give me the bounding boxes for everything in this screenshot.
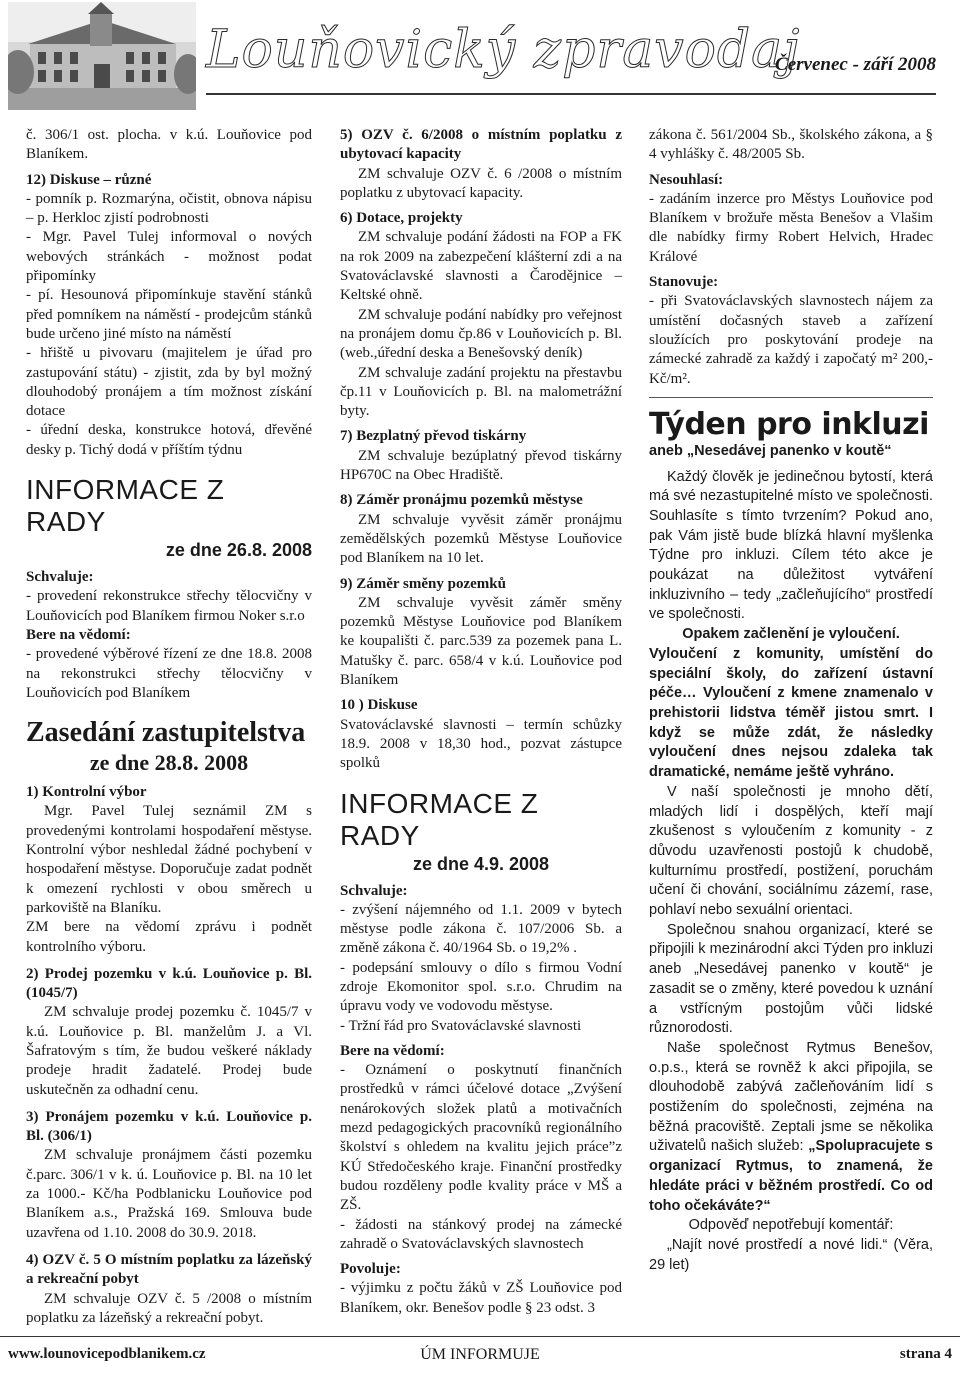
paragraph: Mgr. Pavel Tulej seznámil ZM s provedenými kontrolami hospodaření městyse. Kontrolní výbor neshledal žádné pochybení v hospodaření městyse. Doporučuje zadat podnět k omezení rychlosti v obou směrech u parkoviště na Blaníku. (26, 803, 312, 916)
paragraph: ZM schvaluje podání žádosti na FOP a FK na rok 2009 na zabezpečení klášterní zdi a na Svatováclavské slavnosti a Čarodějnice – Keltské ohně. (340, 229, 622, 304)
footer-divider (0, 1336, 960, 1337)
section-heading: 6) Dotace, projekty (340, 210, 463, 227)
section-heading: 3) Pronájem pozemku v k.ú. Louňovice p. Bl. (306/1) (26, 1108, 312, 1145)
label-schvaluje: Schvaluje: (26, 569, 94, 586)
paragraph-bold: Vyloučení z komunity, umístění do speciální školy, do zařízení ústavní péče… Vyloučení z kmene znamenalo v prehistorii lidstva téměř jistou smrt. I když se může zdát, že následky vyloučení dnes nejsou zdaleka tak dramatické, nemáme ještě vyhráno. (649, 645, 933, 781)
zasedani-title: Zasedání zastupitelstva (26, 717, 306, 749)
masthead-title: Louňovický zpravodaj (206, 20, 801, 80)
paragraph: č. 306/1 ost. plocha. v k.ú. Louňovice pod Blaníkem. (26, 127, 312, 163)
paragraph: - hřiště u pivovaru (majitelem je úřad pro zastupování státu) - zjistit, zda by byl možný dlouhodobý pronájem a tím možnost získání dotace (26, 345, 312, 420)
paragraph: ZM bere na vědomí zprávu i podnět kontrolního výboru. (26, 919, 312, 955)
quote: „Najít nové prostředí a nové lidi.“ (Věra, 29 let) (649, 1236, 933, 1273)
section-heading: 1) Kontrolní výbor (26, 784, 147, 801)
paragraph: - výjimku z počtu žáků v ZŠ Louňovice pod Blaníkem, okr. Benešov podle § 23 odst. 3 (340, 1280, 622, 1316)
paragraph: - podepsání smlouvy o dílo s firmou Vodní zdroje Ekomonitor spol. s.r.o. Chrudim na úpravu vody ve vodovodu městyse. (340, 959, 622, 1015)
paragraph: ZM schvaluje prodej pozemku č. 1045/7 v k.ú. Louňovice p. Bl. manželům J. a Vl. Šafratovým s tím, že budou veškeré náklady prodeje hradit žadatelé. Prodej bude uskutečněn za odhadní cenu. (26, 1004, 312, 1098)
page-header (0, 0, 960, 118)
paragraph: Společnou snahou organizací, které se připojili k mezinárodní akci Týden pro inkluzi aneb „Nesedávej panenko v koutě“ je zasadit se o změny, které povedou k uznání a vstřícným postojům vůči lidské různorodosti. (649, 921, 933, 1037)
info-rady-title: INFORMACE Z RADY (26, 474, 225, 538)
zasedani-date: ze dne 28.8. 2008 (89, 750, 249, 776)
paragraph: ZM schvaluje podání nabídky pro veřejnost na pronájem domu čp.86 v Louňovicích p. Bl. (web.,úřední deska a Benešovský deník) (340, 306, 622, 362)
section-heading: 5) OZV č. 6/2008 o místním poplatku z ubytovací kapacity (340, 127, 622, 163)
paragraph: - provedené výběrové řízení ze dne 18.8. 2008 na rekonstrukci střechy tělocvičny v Louňovicích pod Blaníkem (26, 646, 312, 701)
paragraph: - žádosti na stánkový prodej na zámecké zahradě o Svatováclavských slavnostech (340, 1216, 622, 1252)
info-rady-title: INFORMACE Z RADY (340, 787, 539, 851)
paragraph: V naší společnosti je mnoho dětí, mladých lidí i dospělých, kteří mají zkušenost s vyloučením z komunity - z důvodu uzavřenosti postojů k chudobě, kulturnímu prostředí, postižení, poruchám učení či chování, sociálnímu zázemí, rase, pohlaví nebo sexuální orientaci. (649, 783, 933, 919)
chateau-photo (8, 2, 196, 110)
paragraph: - zvýšení nájemného od 1.1. 2009 v bytech městyse podle zákona č. 107/2006 Sb. a změně zákona č. 40/1964 Sb. o 19,2% . (340, 901, 622, 957)
question-bold: „Spolupracujete s organizací Rytmus, to znamená, že hledáte práci v běžném prostředí. Co od toho očekáváte?“ (649, 1138, 933, 1214)
label-nesouhlasi: Nesouhlasí: (649, 171, 724, 188)
paragraph: Odpověď nepotřebují komentář: (688, 1217, 894, 1234)
paragraph: - při Svatováclavských slavnostech nájem za umístění dočasných staveb a zařízení sloužících pro poskytování prodeje na zámecké zahradě za každý i započatý m² 200,- Kč/m². (649, 293, 933, 387)
paragraph-bold: Opakem začlenění je vyloučení. (682, 626, 900, 643)
column-1 (26, 126, 312, 1328)
section-heading: 9) Záměr směny pozemků (340, 575, 506, 592)
paragraph: - provedení rekonstrukce střechy tělocvičny v Louňovicích pod Blaníkem firmou Noker s.r.o (26, 588, 312, 624)
paragraph: Svatováclavské slavnosti – termín schůzky 18.9. 2008 v 18,30 hod., pozvat zástupce spolků (340, 716, 622, 772)
section-heading: 2) Prodej pozemku v k.ú. Louňovice p. Bl. (1045/7) (26, 965, 312, 1002)
paragraph: - Oznámení o poskytnutí finančních prostředků v rámci účelové dotace „Zvýšení nenárokových složek platů a motivačních mezd pedagogických pracovníků regionálního školství s ohledem na kvalitu jejich práce”z KÚ Středočeského kraje. Finanční prostředky budou rozděleny podle kvality práce v MŠ a ZŠ. (340, 1062, 622, 1214)
section-heading: 10 ) Diskuse (340, 697, 418, 714)
article-title: Týden pro inkluzi (649, 406, 929, 442)
label-stanovuje: Stanovuje: (649, 274, 719, 291)
article-tyden-pro-inkluzi (649, 408, 933, 1276)
column-2 (340, 126, 622, 1318)
footer-section-name: ÚM INFORMUJE (420, 1346, 540, 1363)
paragraph (649, 1039, 933, 1216)
paragraph: ZM schvaluje bezúplatný převod tiskárny HP670C na Obec Hradiště. (340, 447, 622, 484)
paragraph: ZM schvaluje zadání projektu na přestavbu čp.11 v Louňovicích p. Bl. na malometrážní byty. (340, 364, 622, 420)
info-rady-date: ze dne 26.8. 2008 (165, 540, 312, 561)
label-bere: Bere na vědomí: (26, 626, 131, 643)
page-footer (0, 1336, 960, 1366)
paragraph: ZM schvaluje pronájmem části pozemku č.parc. 306/1 v k. ú. Louňovice p. Bl. na 10 let za 1000.- Kč/ha Podblanicku Louňovice pod Blaníkem a.s., Pražská 169. Smlouva bude uzavřena od 1.10. 2008 do 30.9. 2018. (26, 1147, 312, 1241)
paragraph: - Tržní řád pro Svatováclavské slavnosti (340, 1017, 582, 1034)
footer-website-link[interactable]: www.lounovicepodblanikem.cz (8, 1346, 206, 1362)
issue-date: Červenec - září 2008 (775, 54, 936, 75)
paragraph: zákona č. 561/2004 Sb., školského zákona, a § 4 vyhlášky č. 48/2005 Sb. (649, 127, 933, 163)
paragraph: ZM schvaluje OZV č. 5 /2008 o místním poplatku za lázeňský a rekreační pobyt. (26, 1290, 312, 1326)
header-divider (206, 93, 936, 95)
label-povoluje: Povoluje: (340, 1261, 401, 1278)
section-heading: 8) Záměr pronájmu pozemků městyse (340, 492, 583, 509)
paragraph: - pí. Hesounová připomínkuje stavění stánků před pomníkem na náměstí - prodejcům stánků bude určeno jiné místo na náměstí (26, 287, 312, 342)
paragraph-text: Naše společnost Rytmus Benešov, o.p.s., která se rovněž k akci připojila, se dlouhodobě zabývá začleňováním lidí s postižením do společnosti, zejména na běžná pracoviště. Zeptali jsme se několika uživatelů našich služeb: (649, 1039, 933, 1155)
paragraph: - úřední deska, konstrukce hotová, dřevěné desky p. Tichý dodá v příštím týdnu (26, 422, 312, 458)
paragraph: - Mgr. Pavel Tulej informoval o nových webových stránkách - možnost podat připomínky (26, 229, 312, 285)
paragraph: ZM schvaluje vyvěsit záměr směny pozemků Městyse Louňovice pod Blaníkem ke koupališti č. parc.539 za pozemek pana L. Matušky č. parc. 658/4 v k.ú. Louňovice pod Blaníkem (340, 594, 622, 689)
paragraph: Každý člověk je jedinečnou bytostí, která má své nezastupitelné místo ve společnosti. Souhlasíte s tímto tvrzením? Pokud ano, pak Vám jistě bude blízká hlavní myšlenka Týdne pro inkluzi. Cílem této akce je poukázat na důležitost vytváření inkluzivního – tedy „začleňujícího“ prostředí ve společnosti. (649, 468, 933, 623)
paragraph: ZM schvaluje OZV č. 6 /2008 o místním poplatku z ubytovací kapacity. (340, 165, 622, 201)
section-divider (649, 397, 933, 398)
paragraph: ZM schvaluje vyvěsit záměr pronájmu zemědělských pozemků Městyse Louňovice pod Blaníkem na 10 let. (340, 511, 622, 567)
info-rady-date: ze dne 4.9. 2008 (412, 853, 550, 874)
article-subtitle: aneb „Nesedávej panenko v koutě“ (649, 442, 892, 459)
section-heading: 12) Diskuse – různé (26, 171, 152, 188)
paragraph: - pomník p. Rozmarýna, očistit, obnova nápisu – p. Herkloc zjistí podrobnosti (26, 190, 312, 227)
page-number: strana 4 (899, 1346, 952, 1362)
label-schvaluje: Schvaluje: (340, 882, 408, 899)
section-heading: 7) Bezplatný převod tiskárny (340, 428, 527, 445)
label-bere: Bere na vědomí: (340, 1042, 445, 1059)
column-3 (649, 126, 933, 1275)
paragraph: - zadáním inzerce pro Městys Louňovice pod Blaníkem v brožuře města Benešov a Vlašim dle nabídky firmy Robert Helvich, Hradec Králové (649, 190, 933, 265)
section-heading: 4) OZV č. 5 O místním poplatku za lázeňský a rekreační pobyt (26, 1251, 312, 1288)
